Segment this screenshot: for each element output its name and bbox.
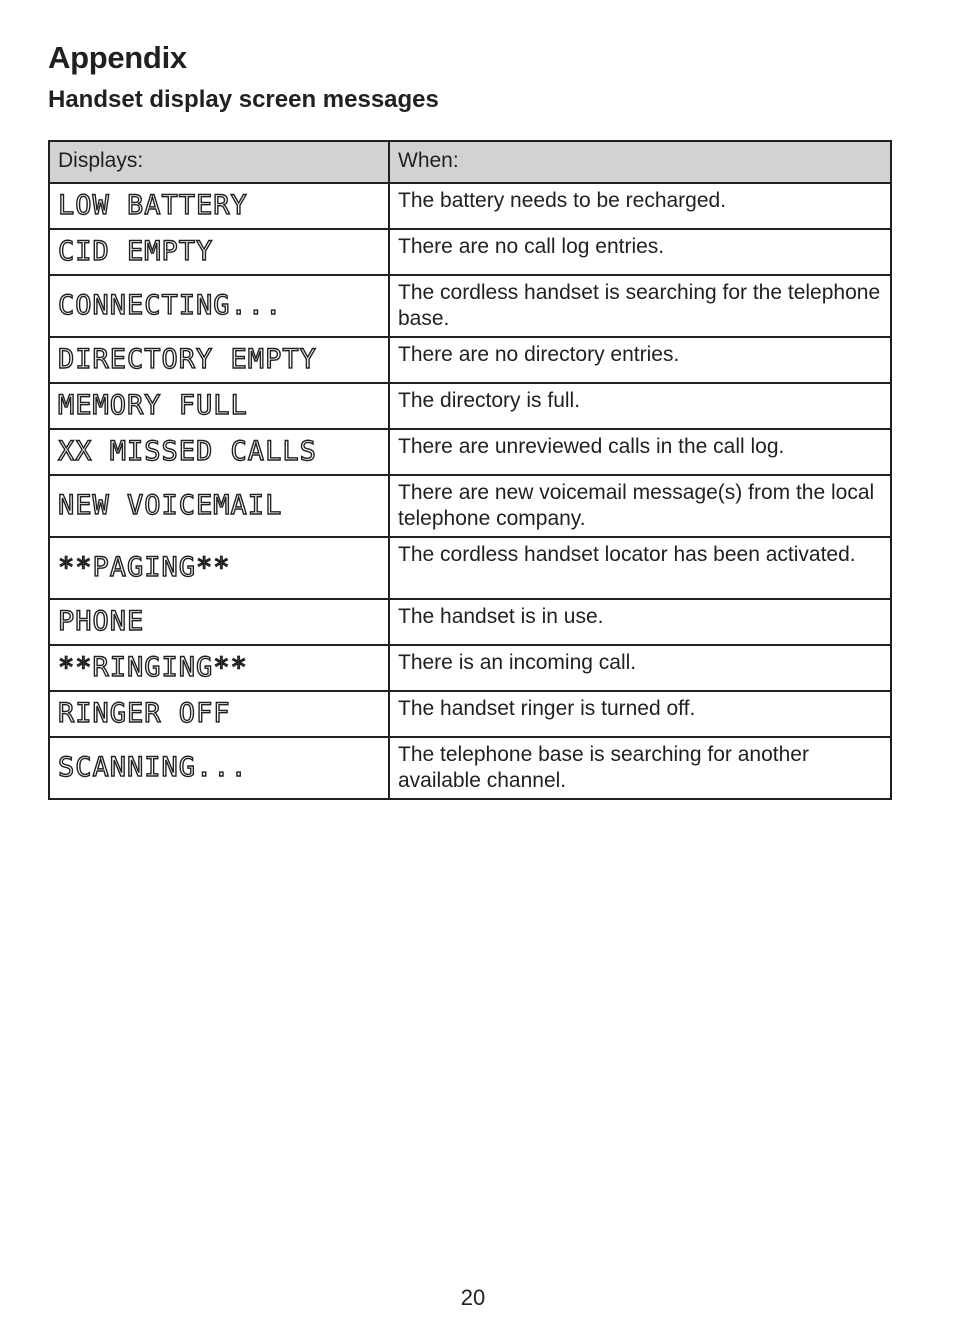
table-row	[49, 429, 891, 475]
when-cell: The battery needs to be recharged.	[389, 183, 891, 229]
display-cell	[49, 475, 389, 537]
lcd-message: RINGER OFF	[58, 698, 231, 729]
lcd-message: DIRECTORY EMPTY	[58, 344, 317, 375]
display-cell	[49, 691, 389, 737]
page-number: 20	[460, 1285, 486, 1310]
display-cell	[49, 337, 389, 383]
display-messages-table	[48, 140, 892, 800]
display-cell	[49, 275, 389, 337]
table-header-row	[49, 141, 891, 183]
display-cell	[49, 229, 389, 275]
display-cell	[49, 383, 389, 429]
table-row	[49, 337, 891, 383]
table-row	[49, 383, 891, 429]
when-cell: The cordless handset locator has been activated.	[389, 537, 891, 599]
page-title: Appendix	[48, 40, 187, 75]
section-title: Handset display screen messages	[48, 86, 439, 113]
when-cell: There are no directory entries.	[389, 337, 891, 383]
display-cell	[49, 599, 389, 645]
when-cell: The telephone base is searching for another available channel.	[389, 737, 891, 799]
display-cell	[49, 537, 389, 599]
display-cell	[49, 645, 389, 691]
table-row	[49, 645, 891, 691]
table-row	[49, 183, 891, 229]
lcd-message: NEW VOICEMAIL	[58, 490, 283, 521]
table-row	[49, 537, 891, 599]
lcd-message: SCANNING...	[58, 752, 248, 783]
display-cell	[49, 183, 389, 229]
lcd-message: LOW BATTERY	[58, 190, 248, 221]
display-cell	[49, 737, 389, 799]
when-cell: There are unreviewed calls in the call log.	[389, 429, 891, 475]
table-row	[49, 475, 891, 537]
table-row	[49, 737, 891, 799]
lcd-message: XX MISSED CALLS	[58, 436, 317, 467]
lcd-message: MEMORY FULL	[58, 390, 248, 421]
table-row	[49, 599, 891, 645]
table-row	[49, 275, 891, 337]
lcd-message: CID EMPTY	[58, 236, 214, 267]
when-cell: The handset is in use.	[389, 599, 891, 645]
table-row	[49, 229, 891, 275]
lcd-message: **RINGING**	[58, 652, 248, 683]
display-cell	[49, 429, 389, 475]
lcd-message: CONNECTING...	[58, 290, 283, 321]
when-cell: The cordless handset is searching for the telephone base.	[389, 275, 891, 337]
header-displays: Displays:	[49, 141, 389, 183]
when-cell: The directory is full.	[389, 383, 891, 429]
when-cell: There are no call log entries.	[389, 229, 891, 275]
table-row	[49, 691, 891, 737]
when-cell: There are new voicemail message(s) from the local telephone company.	[389, 475, 891, 537]
lcd-message: **PAGING**	[58, 552, 231, 583]
header-when: When:	[389, 141, 891, 183]
when-cell: There is an incoming call.	[389, 645, 891, 691]
when-cell: The handset ringer is turned off.	[389, 691, 891, 737]
lcd-message: PHONE	[58, 606, 145, 637]
